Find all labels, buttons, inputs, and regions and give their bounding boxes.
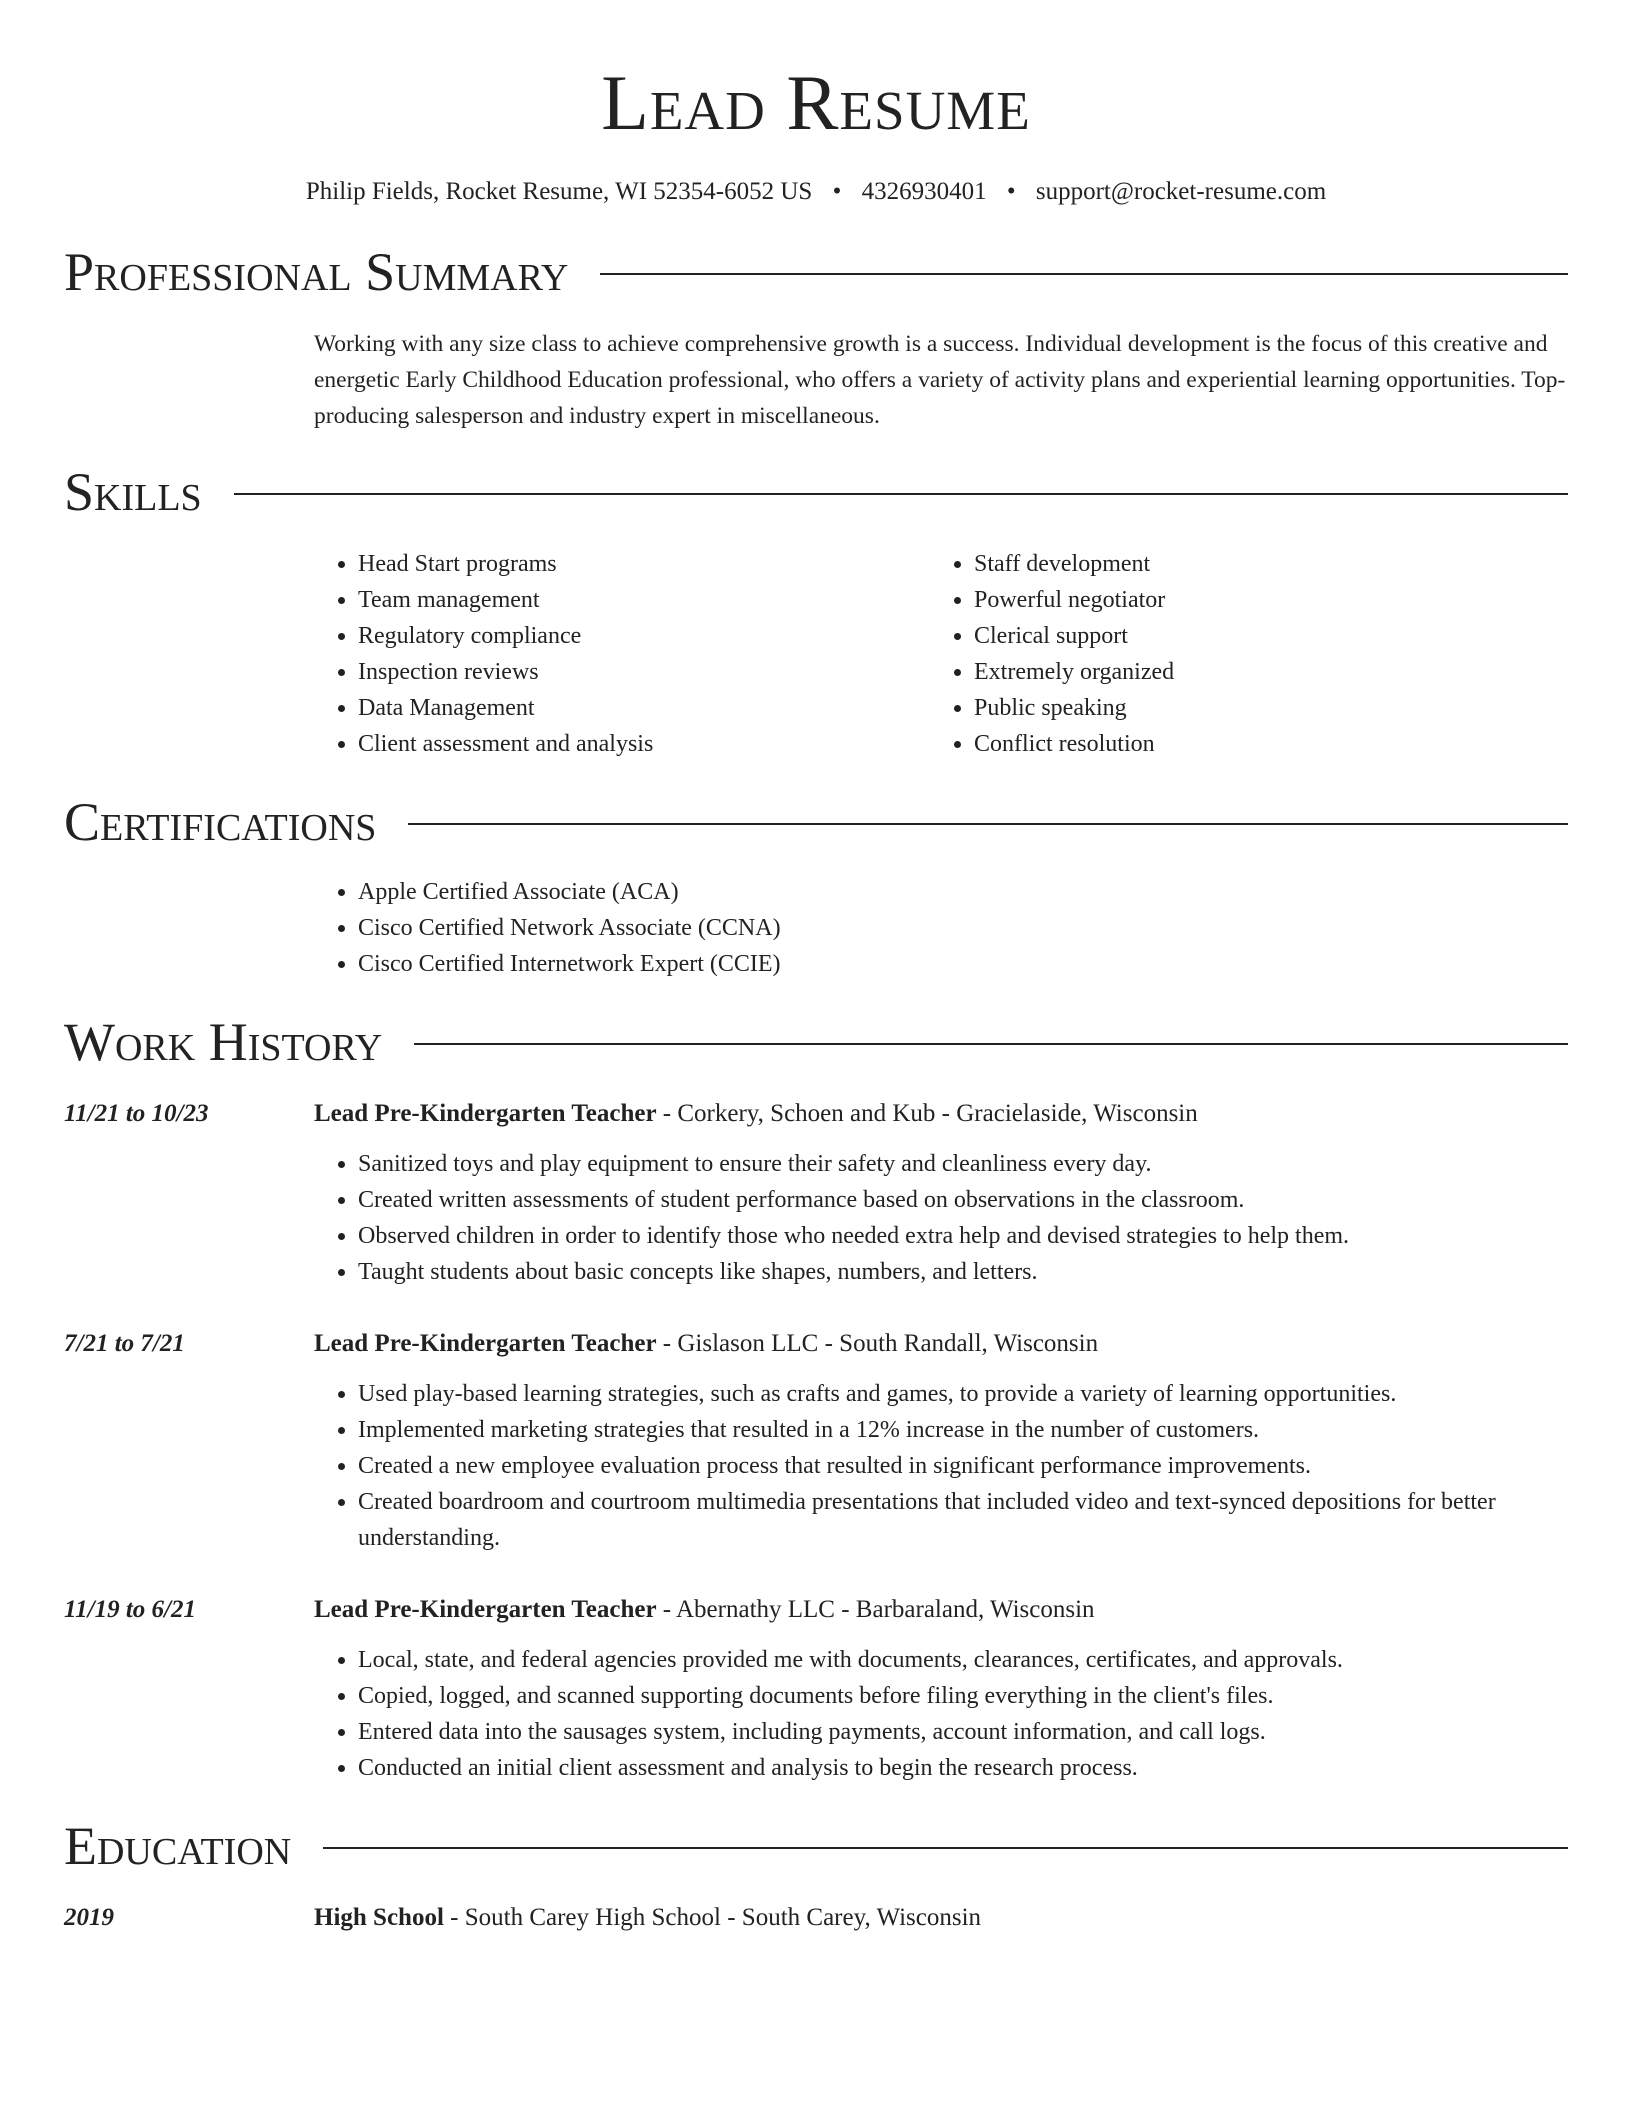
work-history-section-header: [64, 1010, 1568, 1074]
job-header: [64, 1592, 1568, 1628]
job-entry: [64, 1326, 1568, 1556]
job-title: Lead Pre-Kindergarten Teacher: [314, 1100, 657, 1127]
skill-item: • Public speaking: [974, 690, 1546, 726]
job-dates: 11/19 to 6/21: [64, 1596, 196, 1623]
job-duties: [314, 1146, 1568, 1290]
skill-item: • Powerful negotiator: [974, 582, 1546, 618]
contact-separator: •: [1006, 178, 1016, 205]
resume-title: Lead Resume: [601, 59, 1031, 146]
job-duty-item: • Created written assessments of student performance based on observations in the classroom.: [358, 1182, 1568, 1218]
education-heading-line: [314, 1900, 981, 1936]
section-divider: [234, 493, 1568, 495]
section-divider: [323, 1847, 1568, 1849]
skill-item: • Conflict resolution: [974, 726, 1546, 762]
certifications-heading: Certifications: [64, 792, 377, 852]
contact-line: [64, 174, 1568, 210]
skill-item: • Regulatory compliance: [358, 618, 930, 654]
skills-list: [314, 546, 1568, 762]
certification-item: • Cisco Certified Internetwork Expert (CCIE): [358, 946, 1568, 982]
job-employer-location: - Corkery, Schoen and Kub - Gracielaside, Wisconsin: [656, 1100, 1198, 1127]
summary-text: Working with any size class to achieve comprehensive growth is a success. Individual development is the focus of this creative and energetic Early Childhood Education professional, who offers a variety of activity plans and experiential learning opportunities. Top-producing salesperson and industry expert in miscellaneous.: [314, 331, 1566, 429]
skill-item: • Client assessment and analysis: [358, 726, 930, 762]
job-duty-item: • Entered data into the sausages system, including payments, account information, and call logs.: [358, 1714, 1568, 1750]
skill-item: • Head Start programs: [358, 546, 930, 582]
job-entry: [64, 1096, 1568, 1290]
contact-email: support@rocket-resume.com: [1035, 178, 1327, 205]
education-school-location: - South Carey High School - South Carey, Wisconsin: [443, 1904, 982, 1931]
skill-item: • Staff development: [974, 546, 1546, 582]
job-duty-item: • Used play-based learning strategies, such as crafts and games, to provide a variety of learning opportunities.: [358, 1376, 1568, 1412]
job-duty-item: • Conducted an initial client assessment and analysis to begin the research process.: [358, 1750, 1568, 1786]
job-dates: 7/21 to 7/21: [64, 1330, 185, 1357]
job-heading-line: [314, 1592, 1095, 1628]
certification-item: • Apple Certified Associate (ACA): [358, 874, 1568, 910]
education-section-header: [64, 1814, 1568, 1878]
education-year: 2019: [64, 1904, 114, 1931]
skill-item: • Extremely organized: [974, 654, 1546, 690]
skill-item: • Team management: [358, 582, 930, 618]
job-employer-location: - Abernathy LLC - Barbaraland, Wisconsin: [656, 1596, 1095, 1623]
job-duty-item: • Sanitized toys and play equipment to ensure their safety and cleanliness every day.: [358, 1146, 1568, 1182]
job-duty-item: • Observed children in order to identify those who needed extra help and devised strategies to help them.: [358, 1218, 1568, 1254]
education-entry: [64, 1900, 1568, 1936]
education-degree: High School: [314, 1904, 444, 1931]
contact-phone: 4326930401: [861, 178, 987, 205]
certifications-list: [314, 874, 1568, 982]
job-heading-line: [314, 1096, 1198, 1132]
job-title: Lead Pre-Kindergarten Teacher: [314, 1330, 657, 1357]
skill-item: • Data Management: [358, 690, 930, 726]
education-header: [64, 1900, 1568, 1936]
contact-separator: •: [832, 178, 842, 205]
work-history-heading: Work History: [64, 1012, 383, 1072]
section-divider: [414, 1043, 1568, 1045]
job-duty-item: • Created a new employee evaluation process that resulted in significant performance improvements.: [358, 1448, 1568, 1484]
job-dates: 11/21 to 10/23: [64, 1100, 209, 1127]
job-heading-line: [314, 1326, 1098, 1362]
skill-item: • Inspection reviews: [358, 654, 930, 690]
certifications-section-header: [64, 790, 1568, 854]
job-duty-item: • Local, state, and federal agencies provided me with documents, clearances, certificates, and approvals.: [358, 1642, 1568, 1678]
job-employer-location: - Gislason LLC - South Randall, Wisconsin: [656, 1330, 1099, 1357]
job-duties: [314, 1376, 1568, 1556]
job-duty-item: • Implemented marketing strategies that resulted in a 12% increase in the number of customers.: [358, 1412, 1568, 1448]
job-duty-item: • Copied, logged, and scanned supporting documents before filing everything in the client's files.: [358, 1678, 1568, 1714]
skills-heading: Skills: [64, 462, 202, 522]
job-duty-item: • Taught students about basic concepts like shapes, numbers, and letters.: [358, 1254, 1568, 1290]
job-duty-item: • Created boardroom and courtroom multimedia presentations that included video and text-synced depositions for better understanding.: [358, 1484, 1568, 1556]
section-divider: [408, 823, 1568, 825]
skills-column-left: [314, 546, 930, 762]
contact-address: Philip Fields, Rocket Resume, WI 52354-6052 US: [305, 178, 813, 205]
job-header: [64, 1326, 1568, 1362]
certification-item: • Cisco Certified Network Associate (CCNA): [358, 910, 1568, 946]
job-duties: [314, 1642, 1568, 1786]
summary-heading: Professional Summary: [64, 242, 569, 302]
section-divider: [600, 273, 1568, 275]
summary-section-header: [64, 240, 1568, 304]
skills-column-right: [930, 546, 1546, 762]
skill-item: • Clerical support: [974, 618, 1546, 654]
job-entry: [64, 1592, 1568, 1786]
job-header: [64, 1096, 1568, 1132]
job-title: Lead Pre-Kindergarten Teacher: [314, 1596, 657, 1623]
skills-section-header: [64, 460, 1568, 524]
education-heading: Education: [64, 1816, 292, 1876]
